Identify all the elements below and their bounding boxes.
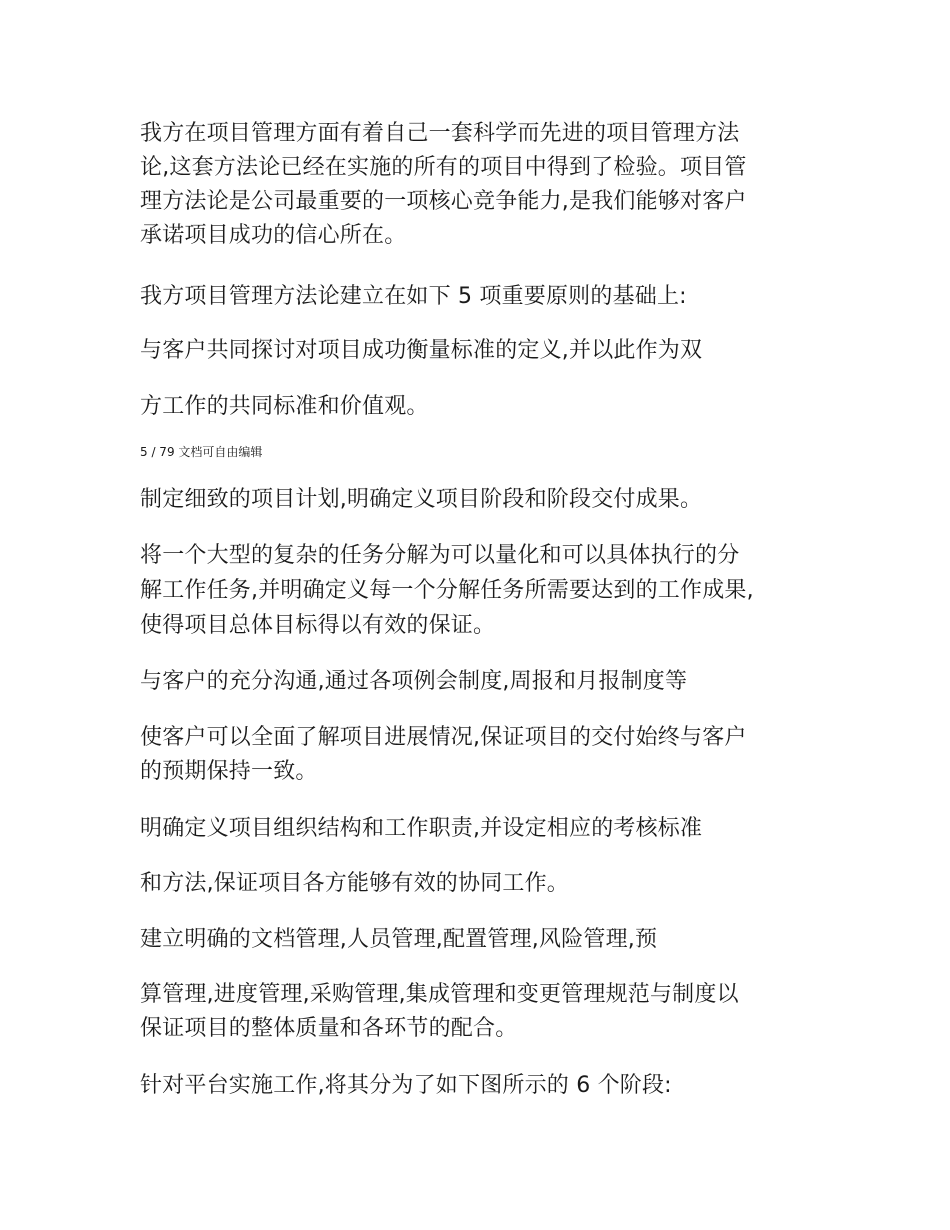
paragraph-12-line-2: 保证项目的整体质量和各环节的配合。: [140, 1016, 518, 1041]
paragraph-8-line-1: 使客户可以全面了解项目进展情况,保证项目的交付始终与客户: [140, 725, 747, 750]
paragraph-3-line-1: 与客户共同探讨对项目成功衡量标准的定义,并以此作为双: [140, 338, 703, 363]
paragraph-12-line-1: 算管理,进度管理,采购管理,集成管理和变更管理规范与制度以: [140, 982, 739, 1007]
paragraph-1-line-2: 论,这套方法论已经在实施的所有的项目中得到了检验。项目管: [140, 155, 747, 180]
paragraph-1-line-1: 我方在项目管理方面有着自己一套科学而先进的项目管理方法: [140, 121, 740, 146]
paragraph-11-line-1: 建立明确的文档管理,人员管理,配置管理,风险管理,预: [140, 927, 658, 952]
paragraph-6-line-3: 使得项目总体目标得以有效的保证。: [140, 613, 496, 638]
paragraph-5-line-1: 制定细致的项目计划,明确定义项目阶段和阶段交付成果。: [140, 487, 703, 512]
paragraph-6-line-2: 解工作任务,并明确定义每一个分解任务所需要达到的工作成果,: [140, 578, 754, 603]
page-footer: 5 / 79 文档可自由编辑: [140, 445, 263, 459]
paragraph-1-line-4: 承诺项目成功的信心所在。: [140, 223, 407, 248]
paragraph-2-line-1: 我方项目管理方法论建立在如下 5 项重要原则的基础上:: [140, 284, 687, 309]
paragraph-13-line-1: 针对平台实施工作,将其分为了如下图所示的 6 个阶段:: [140, 1073, 672, 1098]
paragraph-1-line-3: 理方法论是公司最重要的一项核心竞争能力,是我们能够对客户: [140, 189, 747, 214]
paragraph-8-line-2: 的预期保持一致。: [140, 759, 318, 784]
paragraph-6-line-1: 将一个大型的复杂的任务分解为可以量化和可以具体执行的分: [140, 543, 740, 568]
paragraph-9-line-1: 明确定义项目组织结构和工作职责,并设定相应的考核标准: [140, 816, 703, 841]
paragraph-4-line-1: 方工作的共同标准和价值观。: [140, 394, 429, 419]
paragraph-7-line-1: 与客户的充分沟通,通过各项例会制度,周报和月报制度等: [140, 669, 688, 694]
paragraph-10-line-1: 和方法,保证项目各方能够有效的协同工作。: [140, 871, 569, 896]
